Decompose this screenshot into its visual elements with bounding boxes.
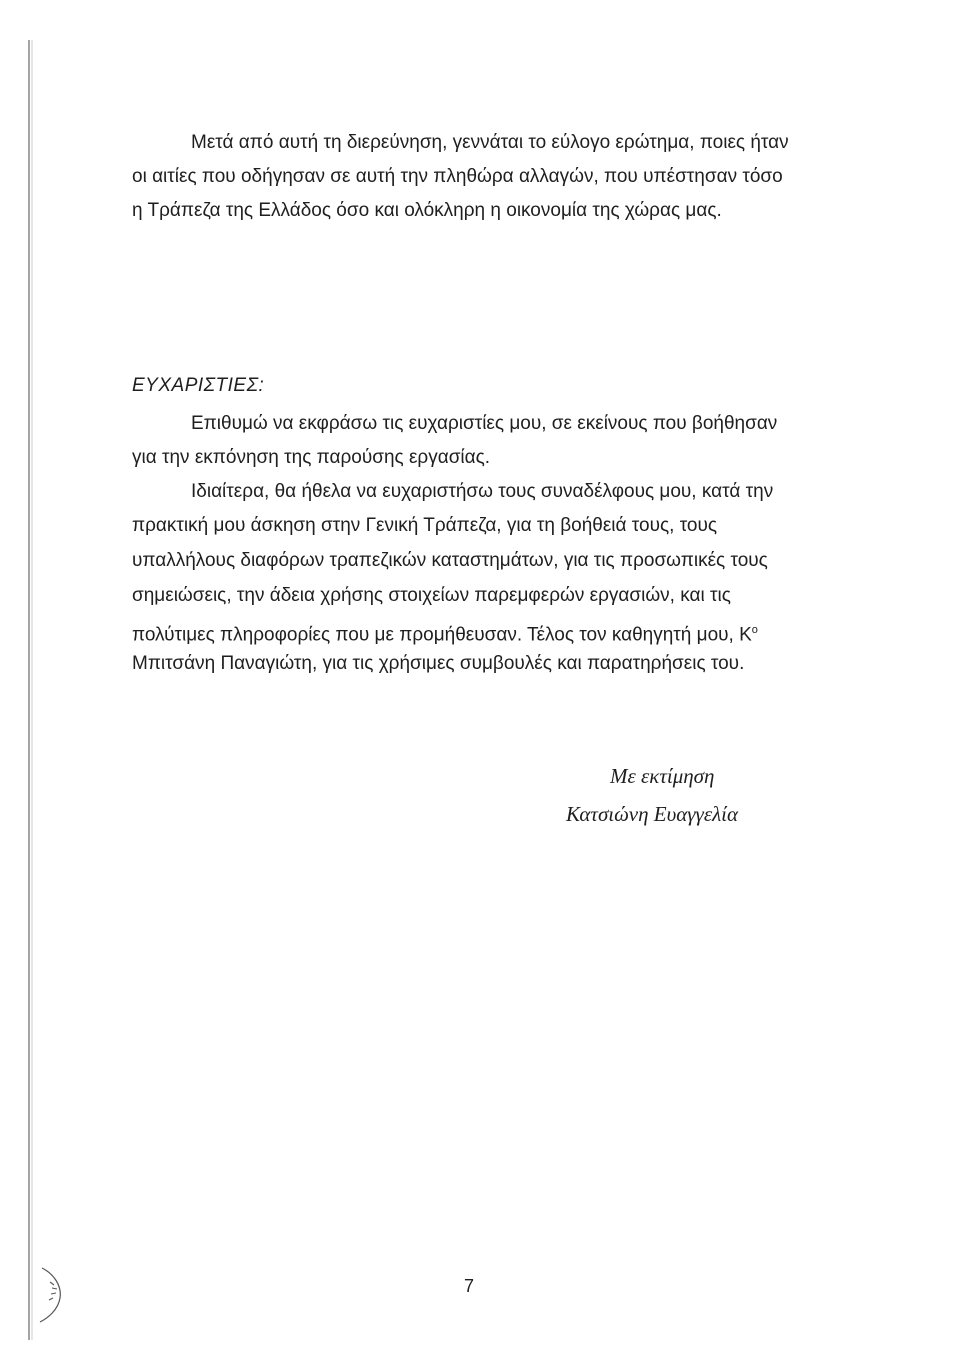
- paragraph3-line2: πρακτική μου άσκηση στην Γενική Τράπεζα, για τη βοήθειά τους, τους: [132, 515, 718, 536]
- paragraph2-line2: για την εκπόνηση της παρούσης εργασίας.: [132, 447, 491, 468]
- paragraph3-line5: [132, 618, 758, 647]
- paragraph3-line3: υπαλλήλους διαφόρων τραπεζικών καταστημάτων, για τις προσωπικές τους: [132, 550, 768, 571]
- page-number: 7: [464, 1276, 475, 1296]
- paragraph1-line1: Μετά από αυτή τη διερεύνηση, γεννάται το εύλογο ερώτημα, ποιες ήταν: [191, 132, 789, 153]
- signature-name: Κατσιώνη Ευαγγελία: [566, 802, 739, 826]
- acknowledgements-heading: ΕΥΧΑΡΙΣΤΙΕΣ:: [132, 375, 265, 396]
- signature-closing: Με εκτίμηση: [610, 764, 715, 788]
- handwritten-mark: [34, 1264, 70, 1326]
- paragraph3-line4: σημειώσεις, την άδεια χρήσης στοιχείων παρεμφερών εργασιών, και τις: [132, 585, 731, 606]
- paragraph2-line1: Επιθυμώ να εκφράσω τις ευχαριστίες μου, σε εκείνους που βοήθησαν: [191, 413, 778, 434]
- paragraph3-line5-superscript: ο: [751, 624, 758, 636]
- paragraph3-line5-text: πολύτιμες πληροφορίες που με προμήθευσαν. Τέλος τον καθηγητή μου, Κ: [132, 624, 752, 646]
- paragraph3-line1: Ιδιαίτερα, θα ήθελα να ευχαριστήσω τους συναδέλφους μου, κατά την: [191, 481, 774, 502]
- paragraph1-line2: οι αιτίες που οδήγησαν σε αυτή την πληθώρα αλλαγών, που υπέστησαν τόσο: [132, 166, 783, 187]
- paragraph1-line3: η Τράπεζα της Ελλάδος όσο και ολόκληρη η οικονομία της χώρας μας.: [132, 200, 722, 221]
- paragraph3-line6: Μπιτσάνη Παναγιώτη, για τις χρήσιμες συμβουλές και παρατηρήσεις του.: [132, 653, 745, 674]
